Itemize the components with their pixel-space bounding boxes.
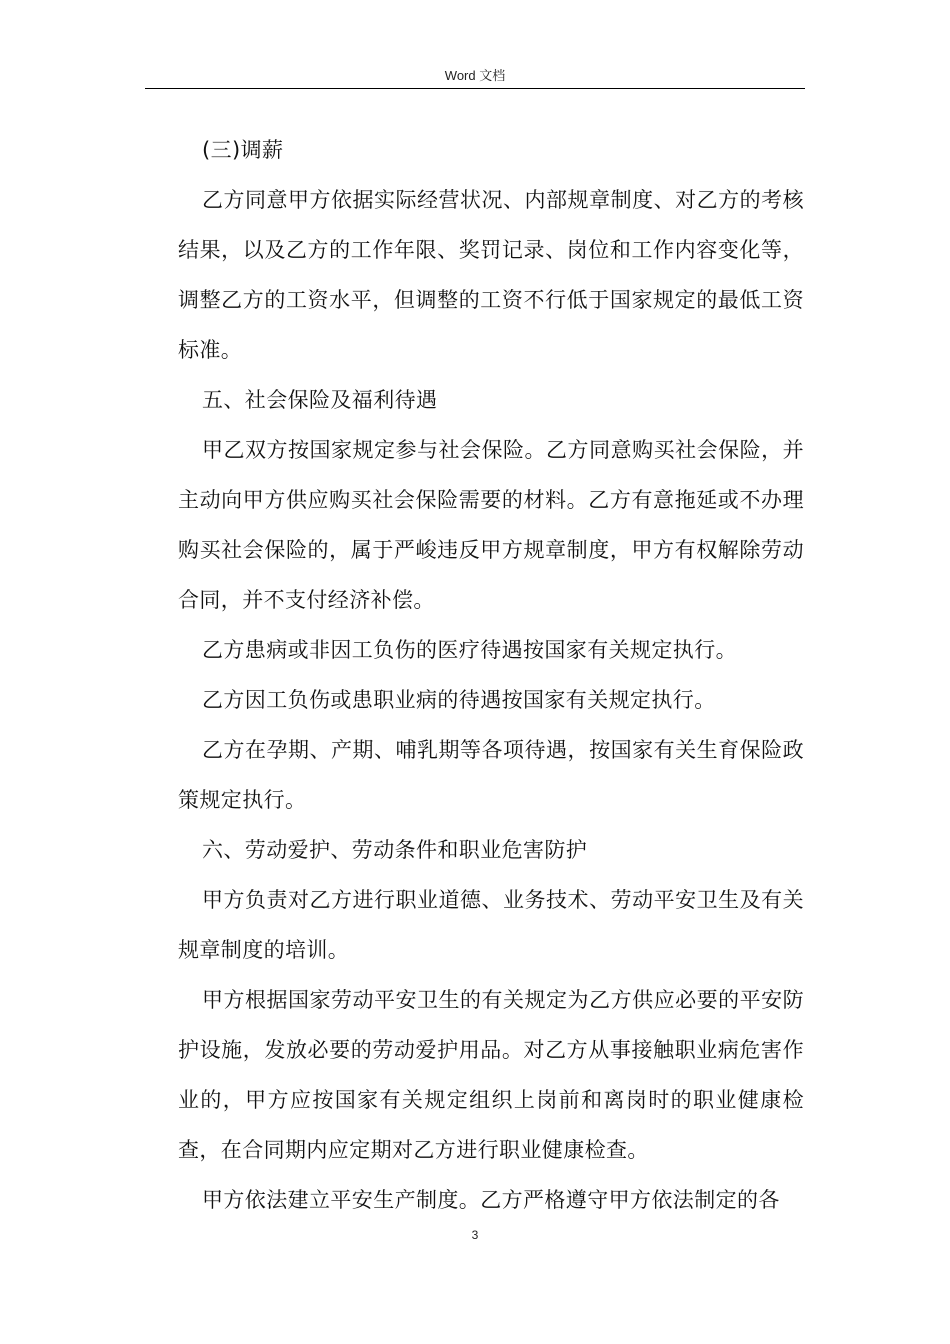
paragraph-salary-adjustment: 乙方同意甲方依据实际经营状况、内部规章制度、对乙方的考核结果，以及乙方的工作年限、奖罚记录、岗位和工作内容变化等，调整乙方的工资水平，但调整的工资不行低于国家规定的最低工资标准。	[178, 188, 804, 362]
page-number: 3	[471, 1228, 479, 1242]
header-divider	[145, 88, 805, 89]
paragraph-illness-treatment: 乙方患病或非因工负伤的医疗待遇按国家有关规定执行。	[202, 638, 737, 662]
paragraph-protective-equipment: 甲方根据国家劳动平安卫生的有关规定为乙方供应必要的平安防护设施，发放必要的劳动爱护用品。对乙方从事接触职业病危害作业的，甲方应按国家有关规定组织上岗前和离岗时的职业健康检查，在合同期内应定期对乙方进行职业健康检查。	[178, 988, 804, 1162]
paragraph-social-insurance: 甲乙双方按国家规定参与社会保险。乙方同意购买社会保险，并主动向甲方供应购买社会保险需要的材料。乙方有意拖延或不办理购买社会保险的，属于严峻违反甲方规章制度，甲方有权解除劳动合同，并不支付经济补偿。	[178, 438, 804, 612]
page-header-title: Word 文档	[444, 68, 506, 83]
paragraph-work-injury: 乙方因工负伤或患职业病的待遇按国家有关规定执行。	[202, 688, 716, 712]
section-heading-social-insurance: 五、社会保险及福利待遇	[202, 388, 438, 412]
paragraph-subheading-salary-adjustment: (三)调薪	[202, 138, 284, 162]
paragraph-training: 甲方负责对乙方进行职业道德、业务技术、劳动平安卫生及有关规章制度的培训。	[178, 888, 804, 962]
paragraph-safety-system: 甲方依法建立平安生产制度。乙方严格遵守甲方依法制定的各	[202, 1188, 780, 1212]
paragraph-maternity: 乙方在孕期、产期、哺乳期等各项待遇，按国家有关生育保险政策规定执行。	[178, 738, 804, 812]
section-heading-labor-protection: 六、劳动爱护、劳动条件和职业危害防护	[202, 838, 588, 862]
document-body	[178, 125, 804, 1225]
